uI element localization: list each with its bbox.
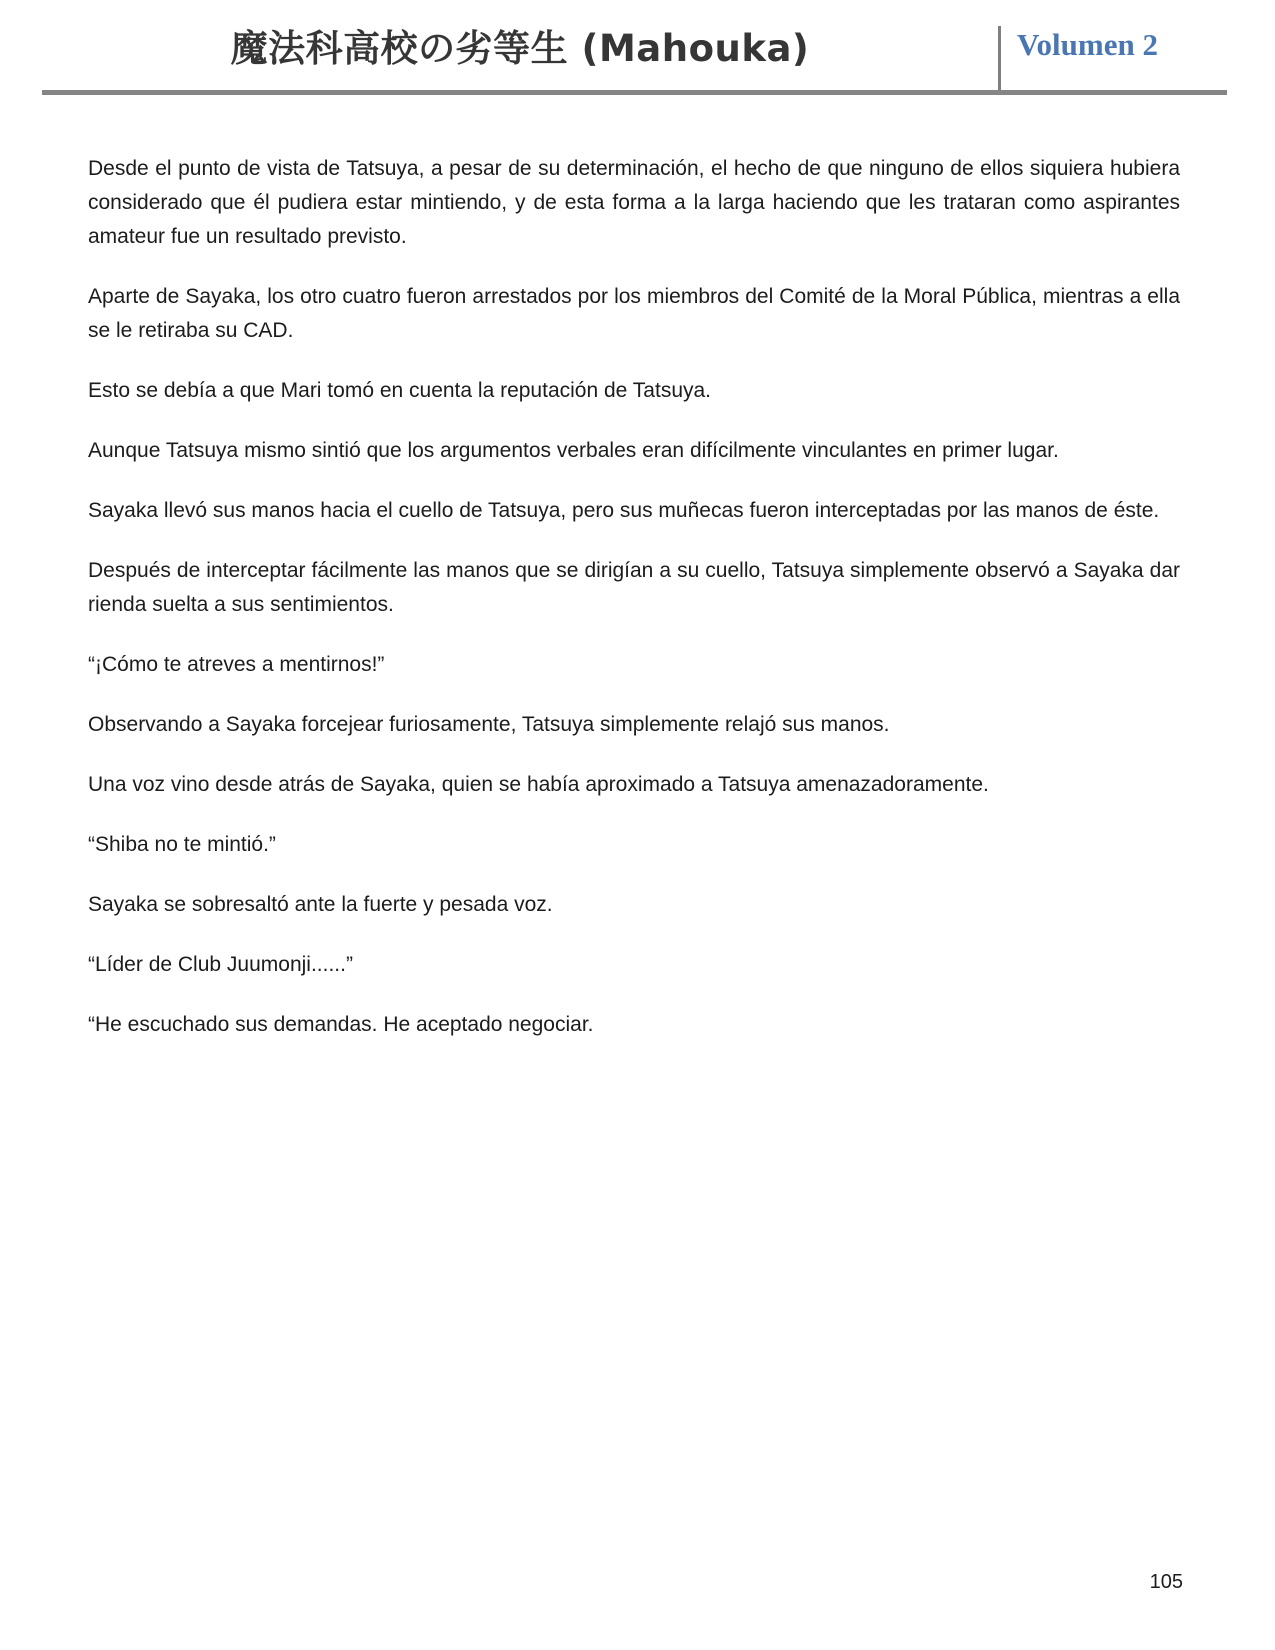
volume-label: Volumen 2 (1017, 27, 1158, 62)
paragraph: Esto se debía a que Mari tomó en cuenta la reputación de Tatsuya. (88, 379, 712, 402)
page-number: 105 (1149, 1571, 1183, 1593)
page-header (42, 0, 1227, 95)
paragraph-dialogue: “¡Cómo te atreves a mentirnos!” (88, 653, 385, 676)
paragraph-dialogue: “Shiba no te mintió.” (88, 833, 276, 856)
body-text (88, 152, 1180, 1068)
paragraph: Aparte de Sayaka, los otro cuatro fueron arrestados por los miembros del Comité de la Moral Pública, mientras a ella se le retiraba su CAD. (88, 285, 1180, 342)
paragraph: Aunque Tatsuya mismo sintió que los argumentos verbales eran difícilmente vinculantes en primer lugar. (88, 439, 1059, 462)
paragraph: Una voz vino desde atrás de Sayaka, quien se había aproximado a Tatsuya amenazadoramente. (88, 773, 989, 796)
paragraph-dialogue: “Líder de Club Juumonji......” (88, 953, 353, 976)
paragraph: Desde el punto de vista de Tatsuya, a pesar de su determinación, el hecho de que ninguno de ellos siquiera hubiera considerado que él pudiera estar mintiendo, y de esta forma a la larga haciendo que les trataran como aspirantes amateur fue un resultado previsto. (88, 157, 1180, 248)
document-title: 魔法科高校の劣等生 (Mahouka) (230, 27, 810, 70)
paragraph: Observando a Sayaka forcejear furiosamente, Tatsuya simplemente relajó sus manos. (88, 713, 890, 736)
paragraph: Sayaka llevó sus manos hacia el cuello de Tatsuya, pero sus muñecas fueron interceptadas por las manos de éste. (88, 499, 1160, 522)
paragraph: Después de interceptar fácilmente las manos que se dirigían a su cuello, Tatsuya simplemente observó a Sayaka dar rienda suelta a sus sentimientos. (88, 559, 1180, 616)
paragraph-dialogue: “He escuchado sus demandas. He aceptado negociar. (88, 1013, 594, 1036)
header-volume-area (1001, 0, 1227, 90)
header-title-area (42, 0, 998, 90)
paragraph: Sayaka se sobresaltó ante la fuerte y pesada voz. (88, 893, 553, 916)
